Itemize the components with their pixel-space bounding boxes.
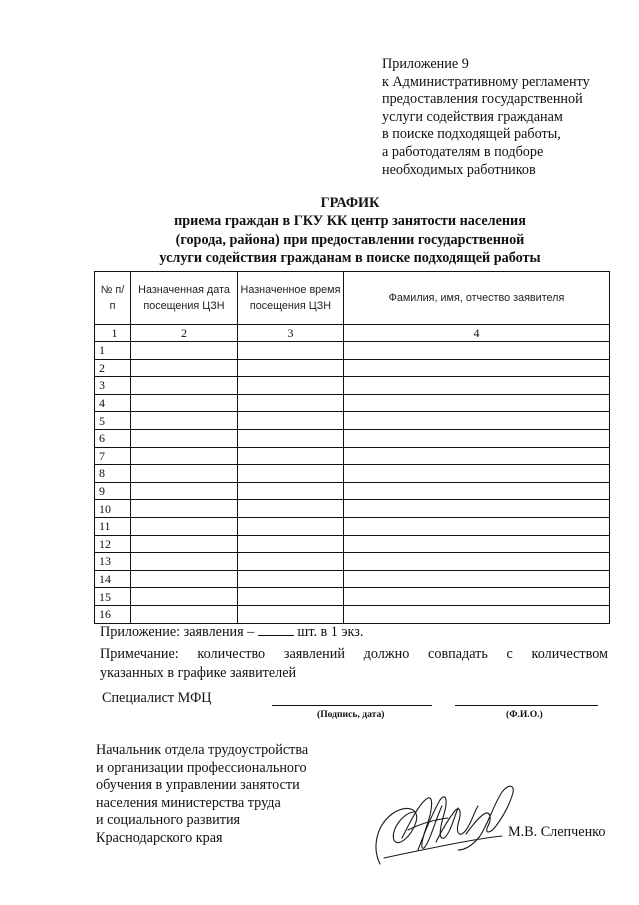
date-cell[interactable] <box>131 342 238 360</box>
time-cell[interactable] <box>238 429 344 447</box>
table-row <box>95 482 610 500</box>
table-row <box>95 465 610 483</box>
schedule-table <box>94 271 610 624</box>
title-line: услуги содействия гражданам в поиске подходящей работы <box>159 250 541 267</box>
applicant-cell[interactable] <box>344 465 610 483</box>
chief-line: и организации профессионального <box>96 759 307 776</box>
applicant-cell[interactable] <box>344 342 610 360</box>
handwritten-signature <box>362 778 532 870</box>
document-title <box>100 194 600 268</box>
header-number: № п/п <box>95 272 131 325</box>
header-date: Назначенная дата посещения ЦЗН <box>131 272 238 325</box>
attachment-prefix: Приложение: заявления – <box>100 624 255 640</box>
time-cell[interactable] <box>238 377 344 395</box>
table-row <box>95 535 610 553</box>
date-cell[interactable] <box>131 535 238 553</box>
time-cell[interactable] <box>238 447 344 465</box>
chief-line: и социального развития <box>96 812 241 829</box>
applicant-cell[interactable] <box>344 517 610 535</box>
appendix-line: Приложение 9 <box>382 56 469 72</box>
date-cell[interactable] <box>131 359 238 377</box>
attachment-suffix: шт. в 1 экз. <box>297 624 364 640</box>
date-cell[interactable] <box>131 517 238 535</box>
row-number: 16 <box>95 605 131 623</box>
table-row <box>95 342 610 360</box>
applicant-cell[interactable] <box>344 588 610 606</box>
applicant-cell[interactable] <box>344 500 610 518</box>
time-cell[interactable] <box>238 394 344 412</box>
table-row <box>95 588 610 606</box>
header-applicant: Фамилия, имя, отчество заявителя <box>344 272 610 325</box>
row-number: 12 <box>95 535 131 553</box>
row-number: 8 <box>95 465 131 483</box>
appendix-line: в поиске подходящей работы, <box>382 126 561 143</box>
table-row <box>95 377 610 395</box>
row-number: 11 <box>95 517 131 535</box>
row-number: 9 <box>95 482 131 500</box>
signature-date-line[interactable] <box>272 704 432 706</box>
title-line: приема граждан в ГКУ КК центр занятости населения <box>174 213 526 230</box>
appendix-line: услуги содействия гражданам <box>382 108 563 125</box>
date-cell[interactable] <box>131 553 238 571</box>
applicant-cell[interactable] <box>344 570 610 588</box>
time-cell[interactable] <box>238 412 344 430</box>
date-cell[interactable] <box>131 429 238 447</box>
signature-date-caption: (Подпись, дата) <box>317 709 385 720</box>
column-number: 4 <box>344 325 610 342</box>
attachment-line <box>100 623 363 641</box>
date-cell[interactable] <box>131 482 238 500</box>
time-cell[interactable] <box>238 342 344 360</box>
note-line: указанных в графике заявителей <box>100 664 297 681</box>
date-cell[interactable] <box>131 500 238 518</box>
date-cell[interactable] <box>131 447 238 465</box>
specialist-label: Специалист МФЦ <box>102 690 212 706</box>
date-cell[interactable] <box>131 588 238 606</box>
appendix-reference <box>382 56 632 179</box>
date-cell[interactable] <box>131 412 238 430</box>
table-row <box>95 553 610 571</box>
row-number: 3 <box>95 377 131 395</box>
column-number: 1 <box>95 325 131 342</box>
full-name-caption: (Ф.И.О.) <box>506 709 543 720</box>
row-number: 13 <box>95 553 131 571</box>
applicant-cell[interactable] <box>344 412 610 430</box>
applicant-cell[interactable] <box>344 394 610 412</box>
appendix-line: а работодателям в подборе <box>382 143 544 160</box>
date-cell[interactable] <box>131 377 238 395</box>
applicant-cell[interactable] <box>344 553 610 571</box>
row-number: 10 <box>95 500 131 518</box>
row-number: 14 <box>95 570 131 588</box>
title-heading: ГРАФИК <box>320 195 380 211</box>
full-name-line[interactable] <box>455 704 598 706</box>
date-cell[interactable] <box>131 465 238 483</box>
time-cell[interactable] <box>238 517 344 535</box>
applicant-cell[interactable] <box>344 482 610 500</box>
row-number: 1 <box>95 342 131 360</box>
row-number: 6 <box>95 429 131 447</box>
applicant-cell[interactable] <box>344 377 610 395</box>
table-row <box>95 570 610 588</box>
table-row <box>95 500 610 518</box>
row-number: 5 <box>95 412 131 430</box>
date-cell[interactable] <box>131 570 238 588</box>
applicant-cell[interactable] <box>344 535 610 553</box>
chief-line: Краснодарского края <box>96 829 223 846</box>
note-line: Примечание: количество заявлений должно совпадать с количеством <box>100 646 608 662</box>
time-cell[interactable] <box>238 605 344 623</box>
applicant-cell[interactable] <box>344 605 610 623</box>
chief-position <box>96 742 356 848</box>
time-cell[interactable] <box>238 588 344 606</box>
table-header-row <box>95 272 610 325</box>
row-number: 2 <box>95 359 131 377</box>
table-row <box>95 359 610 377</box>
time-cell[interactable] <box>238 570 344 588</box>
date-cell[interactable] <box>131 605 238 623</box>
row-number: 4 <box>95 394 131 412</box>
chief-name: М.В. Слепченко <box>508 824 606 840</box>
applicant-cell[interactable] <box>344 429 610 447</box>
table-row <box>95 447 610 465</box>
table-row <box>95 429 610 447</box>
column-number: 3 <box>238 325 344 342</box>
column-number-row <box>95 325 610 342</box>
header-time: Назначенное время посещения ЦЗН <box>238 272 344 325</box>
column-number: 2 <box>131 325 238 342</box>
table-row <box>95 517 610 535</box>
note-block <box>100 645 608 682</box>
appendix-line: предоставления государственной <box>382 91 583 108</box>
time-cell[interactable] <box>238 553 344 571</box>
table-row <box>95 412 610 430</box>
date-cell[interactable] <box>131 394 238 412</box>
chief-line: населения министерства труда <box>96 794 281 811</box>
appendix-line: необходимых работников <box>382 161 536 178</box>
applicant-cell[interactable] <box>344 359 610 377</box>
attachment-count-field[interactable] <box>258 623 294 636</box>
table-row <box>95 394 610 412</box>
time-cell[interactable] <box>238 535 344 553</box>
time-cell[interactable] <box>238 465 344 483</box>
chief-line: обучения в управлении занятости <box>96 777 300 794</box>
applicant-cell[interactable] <box>344 447 610 465</box>
row-number: 7 <box>95 447 131 465</box>
time-cell[interactable] <box>238 500 344 518</box>
title-line: (города, района) при предоставлении государственной <box>175 231 525 248</box>
row-number: 15 <box>95 588 131 606</box>
table-row <box>95 605 610 623</box>
time-cell[interactable] <box>238 482 344 500</box>
appendix-line: к Административному регламенту <box>382 73 590 90</box>
time-cell[interactable] <box>238 359 344 377</box>
chief-line: Начальник отдела трудоустройства <box>96 742 309 758</box>
